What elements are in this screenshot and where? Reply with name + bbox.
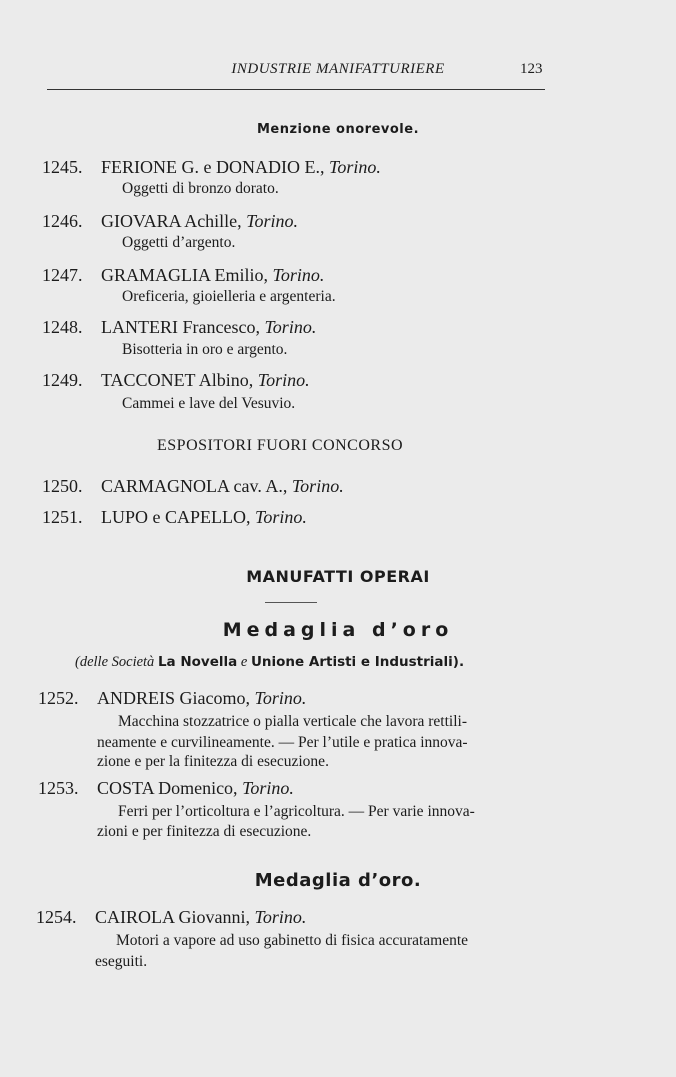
entry-name: COSTA Domenico, Torino. <box>97 778 294 798</box>
entry-name: LUPO e CAPELLO, Torino. <box>101 507 307 527</box>
entry-number: 1254. <box>36 907 77 927</box>
entry-number: 1247. <box>42 265 83 285</box>
entry-place: Torino. <box>255 507 307 527</box>
entry-name: TACCONET Albino, Torino. <box>101 370 310 390</box>
section-heading-menzione: Menzione onorevole. <box>256 122 420 137</box>
entry-number: 1249. <box>42 370 83 390</box>
entry-place: Torino. <box>272 265 325 285</box>
entry-description-line: Motori a vapore ad uso gabinetto di fisica accuratamente <box>116 932 469 949</box>
entry-name: CARMAGNOLA cav. A., Torino. <box>101 476 344 496</box>
entry-description-line: neamente e curvilineamente. — Per l’utile e pratica innova- <box>97 734 468 751</box>
entry-description: Oreficeria, gioielleria e argenteria. <box>122 288 336 305</box>
entry-number: 1245. <box>42 157 83 177</box>
header-rule <box>47 89 545 90</box>
entry-description: Oggetti di bronzo dorato. <box>122 180 279 197</box>
entry-name: CAIROLA Giovanni, Torino. <box>95 907 307 927</box>
entry-description-line: zione e per la finitezza di esecuzione. <box>97 753 329 770</box>
entry-description-line: Macchina stozzatrice o pialla verticale che lavora rettili- <box>118 713 467 730</box>
entry-name: GIOVARA Achille, Torino. <box>101 211 299 231</box>
entry-description: Cammei e lave del Vesuvio. <box>122 395 296 412</box>
entry-number: 1253. <box>38 778 79 798</box>
entry-description: Bisotteria in oro e argento. <box>122 341 288 358</box>
entry-number: 1252. <box>38 688 79 708</box>
entry-name: GRAMAGLIA Emilio, Torino. <box>101 265 325 285</box>
entry-name: FERIONE G. e DONADIO E., Torino. <box>101 157 381 177</box>
entry-number: 1250. <box>42 476 83 496</box>
entry-place: Torino. <box>254 907 307 927</box>
entry-place: Torino. <box>242 778 294 798</box>
entry-description-line: eseguiti. <box>95 953 148 970</box>
entry-place: Torino. <box>257 370 310 390</box>
entry-place: Torino. <box>291 476 344 496</box>
entry-place: Torino. <box>246 211 299 231</box>
entry-number: 1251. <box>42 507 83 527</box>
section-heading-manufatti: MANUFATTI OPERAI <box>246 567 430 586</box>
award-societies-note: (delle Società La Novella e Unione Artisti e Industriali). <box>75 654 465 670</box>
award-heading-medaglia: Medaglia d’oro. <box>254 870 422 891</box>
entry-place: Torino. <box>264 317 317 337</box>
section-heading-fuori-concorso: ESPOSITORI FUORI CONCORSO <box>157 437 404 454</box>
award-heading-medaglia-spaced: Medaglia d’oro <box>222 619 454 641</box>
running-header-title: INDUSTRIE MANIFATTURIERE <box>231 61 445 77</box>
entry-name: ANDREIS Giacomo, Torino. <box>97 688 307 708</box>
entry-description-line: zioni e per finitezza di esecuzione. <box>97 823 312 840</box>
entry-name: LANTERI Francesco, Torino. <box>101 317 317 337</box>
entry-description: Oggetti d’argento. <box>122 234 236 251</box>
entry-number: 1246. <box>42 211 83 231</box>
entry-description-line: Ferri per l’orticoltura e l’agricoltura. — Per varie innova- <box>118 803 475 820</box>
entry-place: Torino. <box>328 157 381 177</box>
entry-number: 1248. <box>42 317 83 337</box>
entry-place: Torino. <box>254 688 307 708</box>
page-number: 123 <box>520 61 543 77</box>
section-divider <box>265 602 317 603</box>
